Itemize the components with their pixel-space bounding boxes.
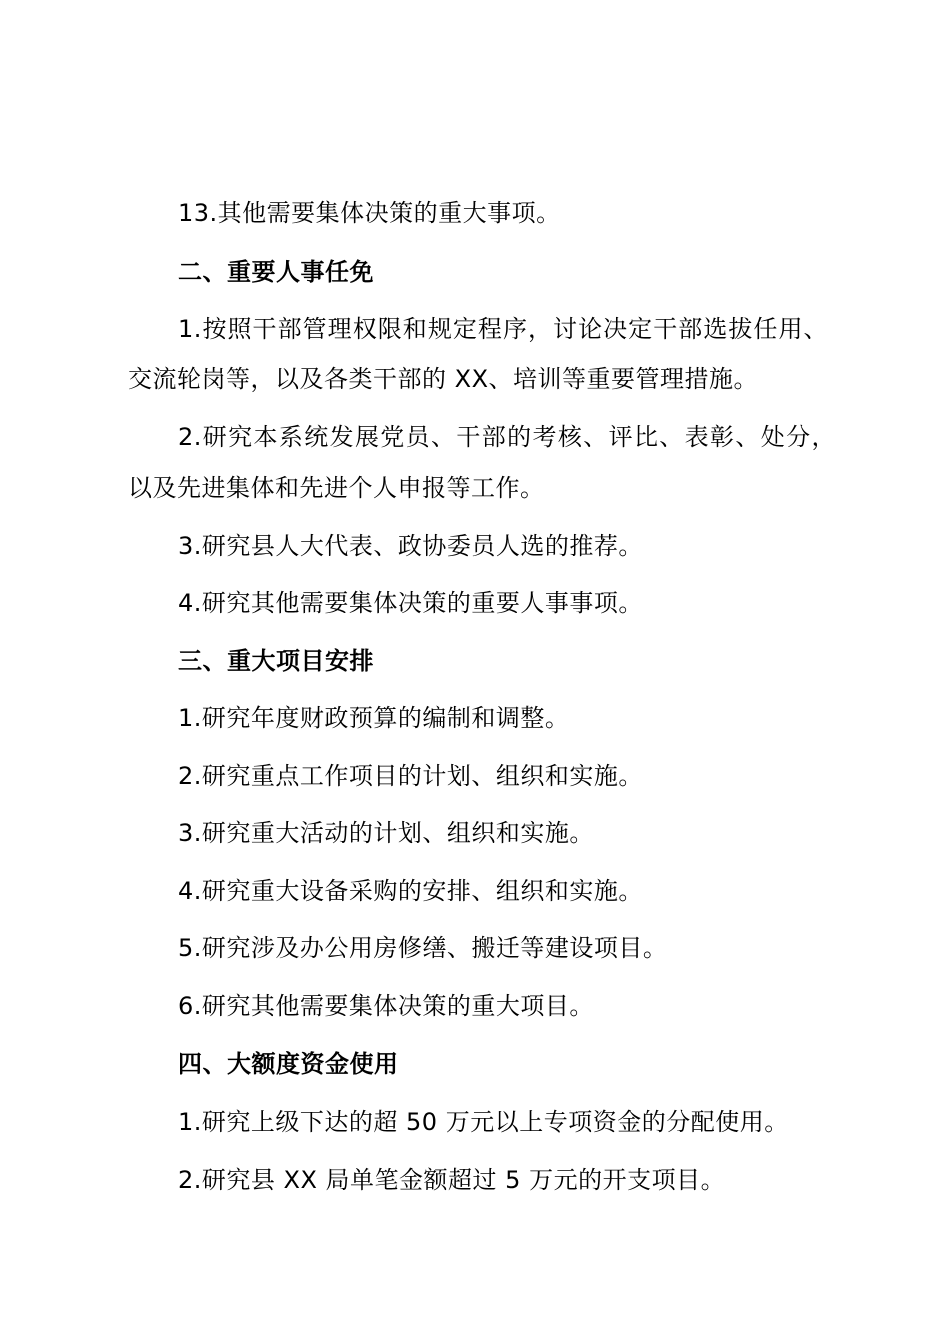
section-heading-3: 三、重大项目安排: [178, 647, 374, 675]
paragraph-line: 2.研究重点工作项目的计划、组织和实施。: [178, 762, 643, 790]
paragraph-line: 3.研究重大活动的计划、组织和实施。: [178, 819, 594, 847]
paragraph-line: 交流轮岗等，以及各类干部的 XX、培训等重要管理措施。: [128, 365, 759, 393]
paragraph-line: 6.研究其他需要集体决策的重大项目。: [178, 992, 594, 1020]
paragraph-line: 2.研究县 XX 局单笔金额超过 5 万元的开支项目。: [178, 1166, 726, 1194]
paragraph-line: 1.研究年度财政预算的编制和调整。: [178, 704, 570, 732]
item-13-text: 13.其他需要集体决策的重大事项。: [178, 199, 561, 227]
paragraph-line: 4.研究重大设备采购的安排、组织和实施。: [178, 877, 643, 905]
paragraph-line: 2.研究本系统发展党员、干部的考核、评比、表彰、处分，: [178, 423, 836, 451]
paragraph-line: 3.研究县人大代表、政协委员人选的推荐。: [178, 532, 643, 560]
paragraph-line: 1.研究上级下达的超 50 万元以上专项资金的分配使用。: [178, 1108, 789, 1136]
paragraph-line: 4.研究其他需要集体决策的重要人事事项。: [178, 589, 643, 617]
section-heading-4: 四、大额度资金使用: [178, 1050, 399, 1078]
section-heading-2: 二、重要人事任免: [178, 258, 374, 286]
paragraph-line: 以及先进集体和先进个人申报等工作。: [128, 474, 545, 502]
paragraph-line: 1.按照干部管理权限和规定程序，讨论决定干部选拔任用、: [178, 315, 828, 343]
paragraph-line: 5.研究涉及办公用房修缮、搬迁等建设项目。: [178, 934, 668, 962]
